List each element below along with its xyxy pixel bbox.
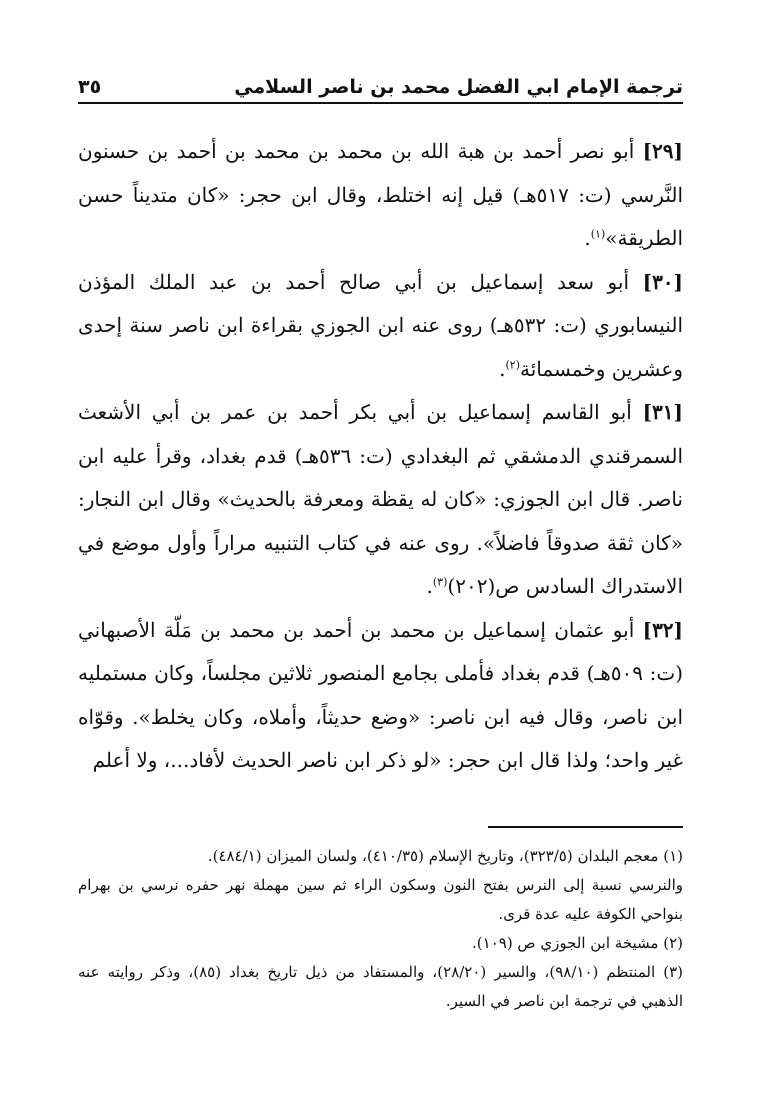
entry-29 [78,130,683,261]
entry-30 [78,261,683,392]
footnote-1-continued: والنرسي نسبة إلى النرس بفتح النون وسكون الراء ثم سين مهملة نهر حفره نرسي بن بهرام بنواحي الكوفة عليه عدة قرى. [78,876,683,923]
footnote-ref: (١) [590,227,606,241]
entry-number: [٢٩] [642,139,683,163]
entry-end: . [499,356,506,381]
footnote-2: (٢) مشيخة ابن الجوزي ص (١٠٩). [472,934,683,952]
entry-text: أبو عثمان إسماعيل بن محمد بن أحمد بن محمد بن مَلّة الأصبهاني (ت: ٥٠٩هـ) قدم بغداد فأملى بجامع المنصور ثلاثين مجلساً، وكان مستمليه ابن ناصر، وقال فيه ابن ناصر: «وضع حديثاً، وأملاه، وكان يخلط». وقوّاه غير واحد؛ ولذا قال ابن حجر: «لو ذكر ابن ناصر الحديث لأفاد...، ولا أعلم [78,617,683,772]
running-header [78,64,683,104]
entry-number: [٣٠] [642,269,684,294]
page-number: ٣٥ [78,76,102,98]
entry-end: . [426,574,433,598]
entry-end: . [584,226,591,250]
main-text [78,130,683,783]
header-title: ترجمة الإمام ابي الفضل محمد بن ناصر السلامي [234,76,683,98]
footnote-ref: (٣) [432,575,448,589]
footnote-divider [488,826,683,828]
entry-31 [78,391,683,609]
entry-text: أبو سعد إسماعيل بن أبي صالح أحمد بن عبد الملك المؤذن النيسابوري (ت: ٥٣٢هـ) روى عنه ابن الجوزي بقراءة ابن ناصر سنة إحدى وعشرين وخمسمائة [78,269,683,381]
entry-text: أبو نصر أحمد بن هبة الله بن محمد بن محمد بن أحمد بن حسنون النَّرسي (ت: ٥١٧هـ) قيل إنه اختلط، وقال ابن حجر: «كان متديناً حسن الطريقة» [78,139,684,250]
footnote-1: (١) معجم البلدان (٣٢٣/٥)، وتاريخ الإسلام (٤١٠/٣٥)، ولسان الميزان (٤٨٤/١). [207,847,683,865]
entry-number: [٣١] [642,400,683,424]
footnote-3: (٣) المنتظم (٩٨/١٠)، والسير (٢٨/٢٠)، والمستفاد من ذيل تاريخ بغداد (٨٥)، وذكر روايته عنه الذهبي في ترجمة ابن ناصر في السير. [78,963,683,1010]
footnote-ref: (٢) [505,357,520,371]
entry-text: أبو القاسم إسماعيل بن أبي بكر أحمد بن عمر بن أبي الأشعث السمرقندي الدمشقي ثم البغدادي (ت: ٥٣٦هـ) قدم بغداد، وقرأ عليه ابن ناصر. قال ابن الجوزي: «كان له يقظة ومعرفة بالحديث» وقال ابن النجار: «كان ثقة صدوقاً فاضلاً». روى عنه في كتاب التنبيه مراراً وأول موضع في الاستدراك السادس ص(٢٠٢) [78,400,683,598]
entry-32 [78,609,683,783]
entry-number: [٣٢] [642,617,684,642]
footnotes [78,842,683,1016]
